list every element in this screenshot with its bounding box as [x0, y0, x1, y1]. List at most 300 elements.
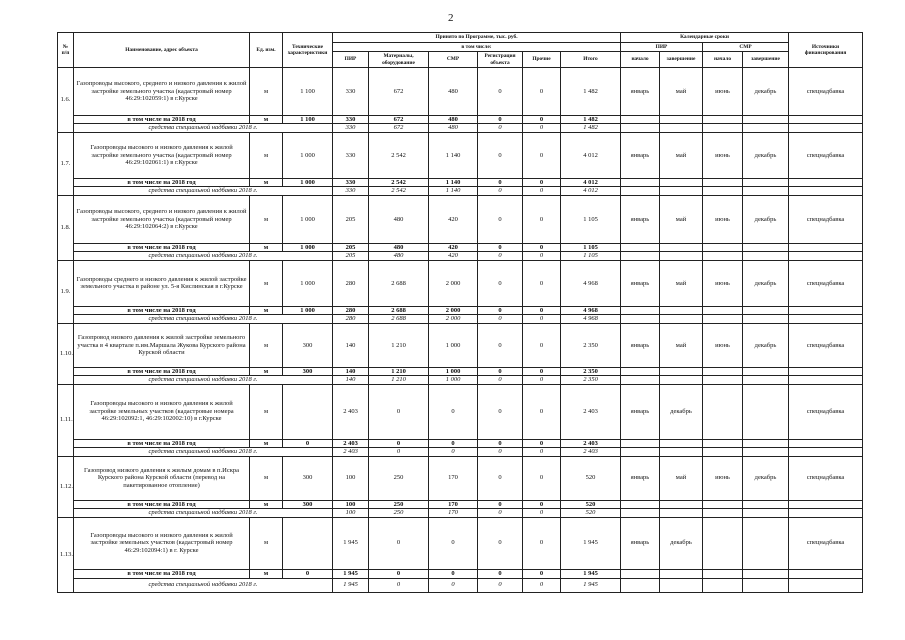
special-funds-row	[58, 315, 863, 323]
object-source: спецнадбавка	[789, 132, 863, 178]
empty-cell	[703, 187, 743, 195]
object-total: 4 012	[561, 132, 621, 178]
special-funds-pir: 140	[333, 376, 369, 384]
special-funds-label: средства специальной надбавки 2018 г.	[74, 124, 333, 132]
year-subtotal-registration: 0	[478, 500, 523, 508]
object-pir: 100	[333, 456, 369, 500]
special-funds-materials: 2 688	[369, 315, 429, 323]
year-subtotal-label: в том числе на 2018 год	[74, 569, 250, 578]
object-source: спецнадбавка	[789, 195, 863, 243]
year-subtotal-label: в том числе на 2018 год	[74, 367, 250, 375]
object-row	[58, 517, 863, 569]
object-registration: 0	[478, 456, 523, 500]
special-funds-smr: 0	[429, 578, 478, 592]
special-funds-row	[58, 509, 863, 517]
special-funds-other: 0	[523, 315, 561, 323]
year-subtotal-registration: 0	[478, 569, 523, 578]
program-table	[57, 32, 863, 593]
special-funds-materials: 480	[369, 252, 429, 260]
year-subtotal-materials: 0	[369, 569, 429, 578]
special-funds-pir: 280	[333, 315, 369, 323]
special-funds-label: средства специальной надбавки 2018 г.	[74, 252, 333, 260]
object-tech: 1 000	[283, 195, 333, 243]
empty-cell	[743, 306, 789, 314]
object-unit: м	[250, 195, 283, 243]
special-funds-registration: 0	[478, 448, 523, 456]
year-subtotal-total: 520	[561, 500, 621, 508]
object-pir-end: май	[660, 132, 703, 178]
object-num: 1.10.	[58, 323, 74, 384]
special-funds-other: 0	[523, 252, 561, 260]
header-smr-start: начало	[703, 52, 743, 68]
object-row	[58, 132, 863, 178]
object-name: Газопровод низкого давления к жилым домам в п.Искра Курского района Курской области (перевод на пакетированное отопление)	[74, 456, 250, 500]
special-funds-label: средства специальной надбавки 2018 г.	[74, 187, 333, 195]
empty-cell	[703, 116, 743, 124]
empty-cell	[621, 243, 660, 251]
empty-cell	[660, 376, 703, 384]
empty-cell	[621, 315, 660, 323]
year-subtotal-pir: 205	[333, 243, 369, 251]
header-pir-end: завершение	[660, 52, 703, 68]
year-subtotal-row	[58, 500, 863, 508]
empty-cell	[621, 367, 660, 375]
object-pir-end: май	[660, 456, 703, 500]
empty-cell	[660, 243, 703, 251]
object-smr: 170	[429, 456, 478, 500]
empty-cell	[743, 187, 789, 195]
object-name: Газопроводы высокого, среднего и низкого давления к жилой застройке земельного участка (кадастровый номер 46:29:102064:2) в г.Курске	[74, 195, 250, 243]
special-funds-registration: 0	[478, 578, 523, 592]
year-subtotal-smr: 0	[429, 439, 478, 447]
header-calendar: Календарные сроки	[621, 33, 789, 43]
empty-cell	[743, 509, 789, 517]
object-name: Газопроводы среднего и низкого давления к жилой застройке земельного участка в районе ул. 5-я Кислинская в г.Курске	[74, 260, 250, 306]
empty-cell	[789, 306, 863, 314]
object-name: Газопроводы высокого и низкого давления к жилой застройке земельных участков (кадастровый номер 46:29:102094:1) в г. Курске	[74, 517, 250, 569]
special-funds-other: 0	[523, 448, 561, 456]
empty-cell	[789, 315, 863, 323]
object-total: 2 350	[561, 323, 621, 367]
empty-cell	[743, 448, 789, 456]
special-funds-total: 1 482	[561, 124, 621, 132]
special-funds-registration: 0	[478, 315, 523, 323]
year-subtotal-other: 0	[523, 243, 561, 251]
object-total: 2 403	[561, 384, 621, 439]
special-funds-other: 0	[523, 124, 561, 132]
empty-cell	[621, 569, 660, 578]
empty-cell	[789, 124, 863, 132]
special-funds-materials: 0	[369, 578, 429, 592]
year-subtotal-registration: 0	[478, 439, 523, 447]
year-subtotal-total: 2 403	[561, 439, 621, 447]
empty-cell	[660, 569, 703, 578]
object-smr-start	[703, 517, 743, 569]
object-registration: 0	[478, 68, 523, 116]
empty-cell	[743, 439, 789, 447]
empty-cell	[660, 367, 703, 375]
special-funds-registration: 0	[478, 124, 523, 132]
year-subtotal-smr: 1 000	[429, 367, 478, 375]
header-name: Наименование, адрес объекта	[74, 33, 250, 68]
year-subtotal-other: 0	[523, 178, 561, 186]
special-funds-registration: 0	[478, 252, 523, 260]
empty-cell	[743, 569, 789, 578]
empty-cell	[703, 124, 743, 132]
object-source: спецнадбавка	[789, 68, 863, 116]
year-subtotal-label: в том числе на 2018 год	[74, 178, 250, 186]
header-tech: Технические характеристики	[283, 33, 333, 68]
year-subtotal-unit: м	[250, 178, 283, 186]
object-pir-start: январь	[621, 260, 660, 306]
object-materials: 672	[369, 68, 429, 116]
year-subtotal-label: в том числе на 2018 год	[74, 439, 250, 447]
header-num: № п/п	[58, 33, 74, 68]
empty-cell	[743, 116, 789, 124]
object-source: спецнадбавка	[789, 323, 863, 367]
object-row	[58, 260, 863, 306]
special-funds-pir: 330	[333, 187, 369, 195]
year-subtotal-unit: м	[250, 500, 283, 508]
object-tech: 1 000	[283, 132, 333, 178]
object-tech: 1 000	[283, 260, 333, 306]
year-subtotal-materials: 1 210	[369, 367, 429, 375]
special-funds-row	[58, 578, 863, 592]
empty-cell	[789, 367, 863, 375]
object-smr-start: июнь	[703, 260, 743, 306]
special-funds-materials: 250	[369, 509, 429, 517]
special-funds-other: 0	[523, 509, 561, 517]
year-subtotal-total: 1 105	[561, 243, 621, 251]
object-smr-end: декабрь	[743, 323, 789, 367]
empty-cell	[621, 376, 660, 384]
empty-cell	[621, 578, 660, 592]
object-other: 0	[523, 260, 561, 306]
object-other: 0	[523, 68, 561, 116]
object-other: 0	[523, 517, 561, 569]
year-subtotal-label: в том числе на 2018 год	[74, 500, 250, 508]
object-row	[58, 323, 863, 367]
empty-cell	[743, 367, 789, 375]
year-subtotal-other: 0	[523, 500, 561, 508]
year-subtotal-tech: 1 000	[283, 306, 333, 314]
year-subtotal-pir: 330	[333, 116, 369, 124]
empty-cell	[621, 124, 660, 132]
empty-cell	[660, 578, 703, 592]
object-smr: 0	[429, 517, 478, 569]
special-funds-row	[58, 187, 863, 195]
year-subtotal-smr: 420	[429, 243, 478, 251]
object-materials: 2 688	[369, 260, 429, 306]
empty-cell	[621, 509, 660, 517]
object-registration: 0	[478, 260, 523, 306]
special-funds-row	[58, 252, 863, 260]
empty-cell	[703, 367, 743, 375]
object-pir: 280	[333, 260, 369, 306]
object-total: 1 105	[561, 195, 621, 243]
object-smr: 420	[429, 195, 478, 243]
object-smr-end	[743, 517, 789, 569]
empty-cell	[789, 509, 863, 517]
special-funds-pir: 205	[333, 252, 369, 260]
empty-cell	[703, 315, 743, 323]
year-subtotal-registration: 0	[478, 243, 523, 251]
object-num: 1.7.	[58, 132, 74, 195]
empty-cell	[743, 243, 789, 251]
empty-cell	[743, 124, 789, 132]
object-tech: 1 100	[283, 68, 333, 116]
year-subtotal-smr: 480	[429, 116, 478, 124]
object-unit: м	[250, 384, 283, 439]
empty-cell	[789, 569, 863, 578]
object-smr-start: июнь	[703, 323, 743, 367]
object-name: Газопроводы высокого, среднего и низкого давления к жилой застройке земельного участка (кадастровый номер 46:29:102059:1) в г.Курске	[74, 68, 250, 116]
year-subtotal-label: в том числе на 2018 год	[74, 243, 250, 251]
empty-cell	[660, 315, 703, 323]
object-pir-start: январь	[621, 517, 660, 569]
object-materials: 2 542	[369, 132, 429, 178]
year-subtotal-total: 1 945	[561, 569, 621, 578]
object-pir-start: январь	[621, 456, 660, 500]
object-pir: 205	[333, 195, 369, 243]
empty-cell	[703, 178, 743, 186]
year-subtotal-tech: 1 000	[283, 178, 333, 186]
special-funds-materials: 0	[369, 448, 429, 456]
year-subtotal-materials: 250	[369, 500, 429, 508]
year-subtotal-tech: 1 100	[283, 116, 333, 124]
object-num: 1.8.	[58, 195, 74, 260]
special-funds-label: средства специальной надбавки 2018 г.	[74, 376, 333, 384]
object-pir: 2 403	[333, 384, 369, 439]
empty-cell	[789, 252, 863, 260]
empty-cell	[743, 500, 789, 508]
special-funds-registration: 0	[478, 509, 523, 517]
object-other: 0	[523, 195, 561, 243]
header-pir: ПИР	[333, 52, 369, 68]
year-subtotal-unit: м	[250, 306, 283, 314]
object-smr-start: июнь	[703, 68, 743, 116]
object-smr-end: декабрь	[743, 68, 789, 116]
object-pir: 1 945	[333, 517, 369, 569]
special-funds-pir: 100	[333, 509, 369, 517]
object-row	[58, 456, 863, 500]
special-funds-total: 4 968	[561, 315, 621, 323]
empty-cell	[703, 439, 743, 447]
object-tech: 300	[283, 323, 333, 367]
object-unit: м	[250, 456, 283, 500]
object-registration: 0	[478, 132, 523, 178]
object-pir-end: май	[660, 260, 703, 306]
year-subtotal-other: 0	[523, 306, 561, 314]
empty-cell	[660, 509, 703, 517]
special-funds-smr: 1 000	[429, 376, 478, 384]
object-materials: 250	[369, 456, 429, 500]
special-funds-total: 4 012	[561, 187, 621, 195]
year-subtotal-pir: 330	[333, 178, 369, 186]
year-subtotal-row	[58, 116, 863, 124]
object-source: спецнадбавка	[789, 384, 863, 439]
year-subtotal-smr: 170	[429, 500, 478, 508]
special-funds-pir: 1 945	[333, 578, 369, 592]
object-other: 0	[523, 323, 561, 367]
empty-cell	[703, 569, 743, 578]
empty-cell	[621, 178, 660, 186]
year-subtotal-pir: 280	[333, 306, 369, 314]
year-subtotal-smr: 0	[429, 569, 478, 578]
year-subtotal-unit: м	[250, 116, 283, 124]
special-funds-row	[58, 448, 863, 456]
special-funds-total: 1 945	[561, 578, 621, 592]
object-materials: 480	[369, 195, 429, 243]
year-subtotal-registration: 0	[478, 367, 523, 375]
special-funds-materials: 2 542	[369, 187, 429, 195]
object-total: 1 482	[561, 68, 621, 116]
object-other: 0	[523, 384, 561, 439]
header-source: Источники финансирования	[789, 33, 863, 68]
special-funds-total: 2 350	[561, 376, 621, 384]
header-program: Принято по Программе, тыс. руб.	[333, 33, 621, 43]
object-unit: м	[250, 323, 283, 367]
page-number: 2	[448, 12, 454, 24]
year-subtotal-row	[58, 178, 863, 186]
object-num: 1.13.	[58, 517, 74, 592]
special-funds-total: 1 105	[561, 252, 621, 260]
object-num: 1.6.	[58, 68, 74, 133]
object-smr: 1 000	[429, 323, 478, 367]
object-materials: 0	[369, 384, 429, 439]
empty-cell	[703, 376, 743, 384]
object-tech	[283, 384, 333, 439]
year-subtotal-unit: м	[250, 367, 283, 375]
year-subtotal-tech: 1 000	[283, 243, 333, 251]
empty-cell	[789, 187, 863, 195]
special-funds-other: 0	[523, 578, 561, 592]
object-smr-start: июнь	[703, 132, 743, 178]
header-registration: Регистрация объекта	[478, 52, 523, 68]
object-pir: 330	[333, 132, 369, 178]
empty-cell	[703, 448, 743, 456]
object-pir-start: январь	[621, 384, 660, 439]
year-subtotal-pir: 1 945	[333, 569, 369, 578]
empty-cell	[660, 306, 703, 314]
object-registration: 0	[478, 384, 523, 439]
special-funds-materials: 1 210	[369, 376, 429, 384]
empty-cell	[660, 439, 703, 447]
empty-cell	[743, 315, 789, 323]
year-subtotal-tech: 300	[283, 500, 333, 508]
object-unit: м	[250, 517, 283, 569]
object-pir-end: май	[660, 68, 703, 116]
year-subtotal-tech: 300	[283, 367, 333, 375]
year-subtotal-pir: 140	[333, 367, 369, 375]
object-smr-end: декабрь	[743, 132, 789, 178]
year-subtotal-tech: 0	[283, 569, 333, 578]
object-row	[58, 384, 863, 439]
object-total: 4 968	[561, 260, 621, 306]
object-other: 0	[523, 132, 561, 178]
object-materials: 0	[369, 517, 429, 569]
special-funds-label: средства специальной надбавки 2018 г.	[74, 509, 333, 517]
year-subtotal-unit: м	[250, 243, 283, 251]
object-name: Газопровод низкого давления к жилой застройке земельного участка в 4 квартале п.им.Маршала Жукова Курского района Курской области	[74, 323, 250, 367]
empty-cell	[789, 439, 863, 447]
year-subtotal-unit: м	[250, 569, 283, 578]
object-tech	[283, 517, 333, 569]
empty-cell	[703, 578, 743, 592]
empty-cell	[660, 448, 703, 456]
object-source: спецнадбавка	[789, 517, 863, 569]
empty-cell	[621, 252, 660, 260]
empty-cell	[621, 306, 660, 314]
year-subtotal-smr: 2 000	[429, 306, 478, 314]
special-funds-label: средства специальной надбавки 2018 г.	[74, 578, 333, 592]
year-subtotal-label: в том числе на 2018 год	[74, 116, 250, 124]
object-unit: м	[250, 68, 283, 116]
year-subtotal-other: 0	[523, 367, 561, 375]
year-subtotal-total: 1 482	[561, 116, 621, 124]
object-pir-start: январь	[621, 323, 660, 367]
object-pir-end: декабрь	[660, 517, 703, 569]
header-smr: СМР	[429, 52, 478, 68]
empty-cell	[621, 187, 660, 195]
special-funds-row	[58, 376, 863, 384]
year-subtotal-row	[58, 439, 863, 447]
object-pir-start: январь	[621, 132, 660, 178]
year-subtotal-row	[58, 367, 863, 375]
special-funds-registration: 0	[478, 187, 523, 195]
object-smr: 2 000	[429, 260, 478, 306]
special-funds-smr: 480	[429, 124, 478, 132]
object-num: 1.9.	[58, 260, 74, 323]
year-subtotal-other: 0	[523, 569, 561, 578]
empty-cell	[703, 306, 743, 314]
object-smr-start	[703, 384, 743, 439]
special-funds-materials: 672	[369, 124, 429, 132]
special-funds-row	[58, 124, 863, 132]
year-subtotal-materials: 0	[369, 439, 429, 447]
header-total: Итого	[561, 52, 621, 68]
special-funds-label: средства специальной надбавки 2018 г.	[74, 448, 333, 456]
header-smr-end: завершение	[743, 52, 789, 68]
year-subtotal-registration: 0	[478, 306, 523, 314]
empty-cell	[789, 448, 863, 456]
year-subtotal-pir: 100	[333, 500, 369, 508]
header-cal-pir: ПИР	[621, 43, 703, 52]
object-pir: 330	[333, 68, 369, 116]
empty-cell	[660, 178, 703, 186]
object-smr: 0	[429, 384, 478, 439]
empty-cell	[621, 439, 660, 447]
empty-cell	[660, 116, 703, 124]
year-subtotal-tech: 0	[283, 439, 333, 447]
empty-cell	[743, 252, 789, 260]
special-funds-total: 2 403	[561, 448, 621, 456]
object-pir-start: январь	[621, 68, 660, 116]
header-unit: Ед. изм.	[250, 33, 283, 68]
header-pir-start: начало	[621, 52, 660, 68]
empty-cell	[660, 252, 703, 260]
object-pir: 140	[333, 323, 369, 367]
special-funds-other: 0	[523, 187, 561, 195]
year-subtotal-registration: 0	[478, 116, 523, 124]
empty-cell	[789, 500, 863, 508]
year-subtotal-materials: 2 688	[369, 306, 429, 314]
year-subtotal-total: 4 968	[561, 306, 621, 314]
object-total: 520	[561, 456, 621, 500]
year-subtotal-other: 0	[523, 439, 561, 447]
year-subtotal-materials: 2 542	[369, 178, 429, 186]
year-subtotal-row	[58, 243, 863, 251]
